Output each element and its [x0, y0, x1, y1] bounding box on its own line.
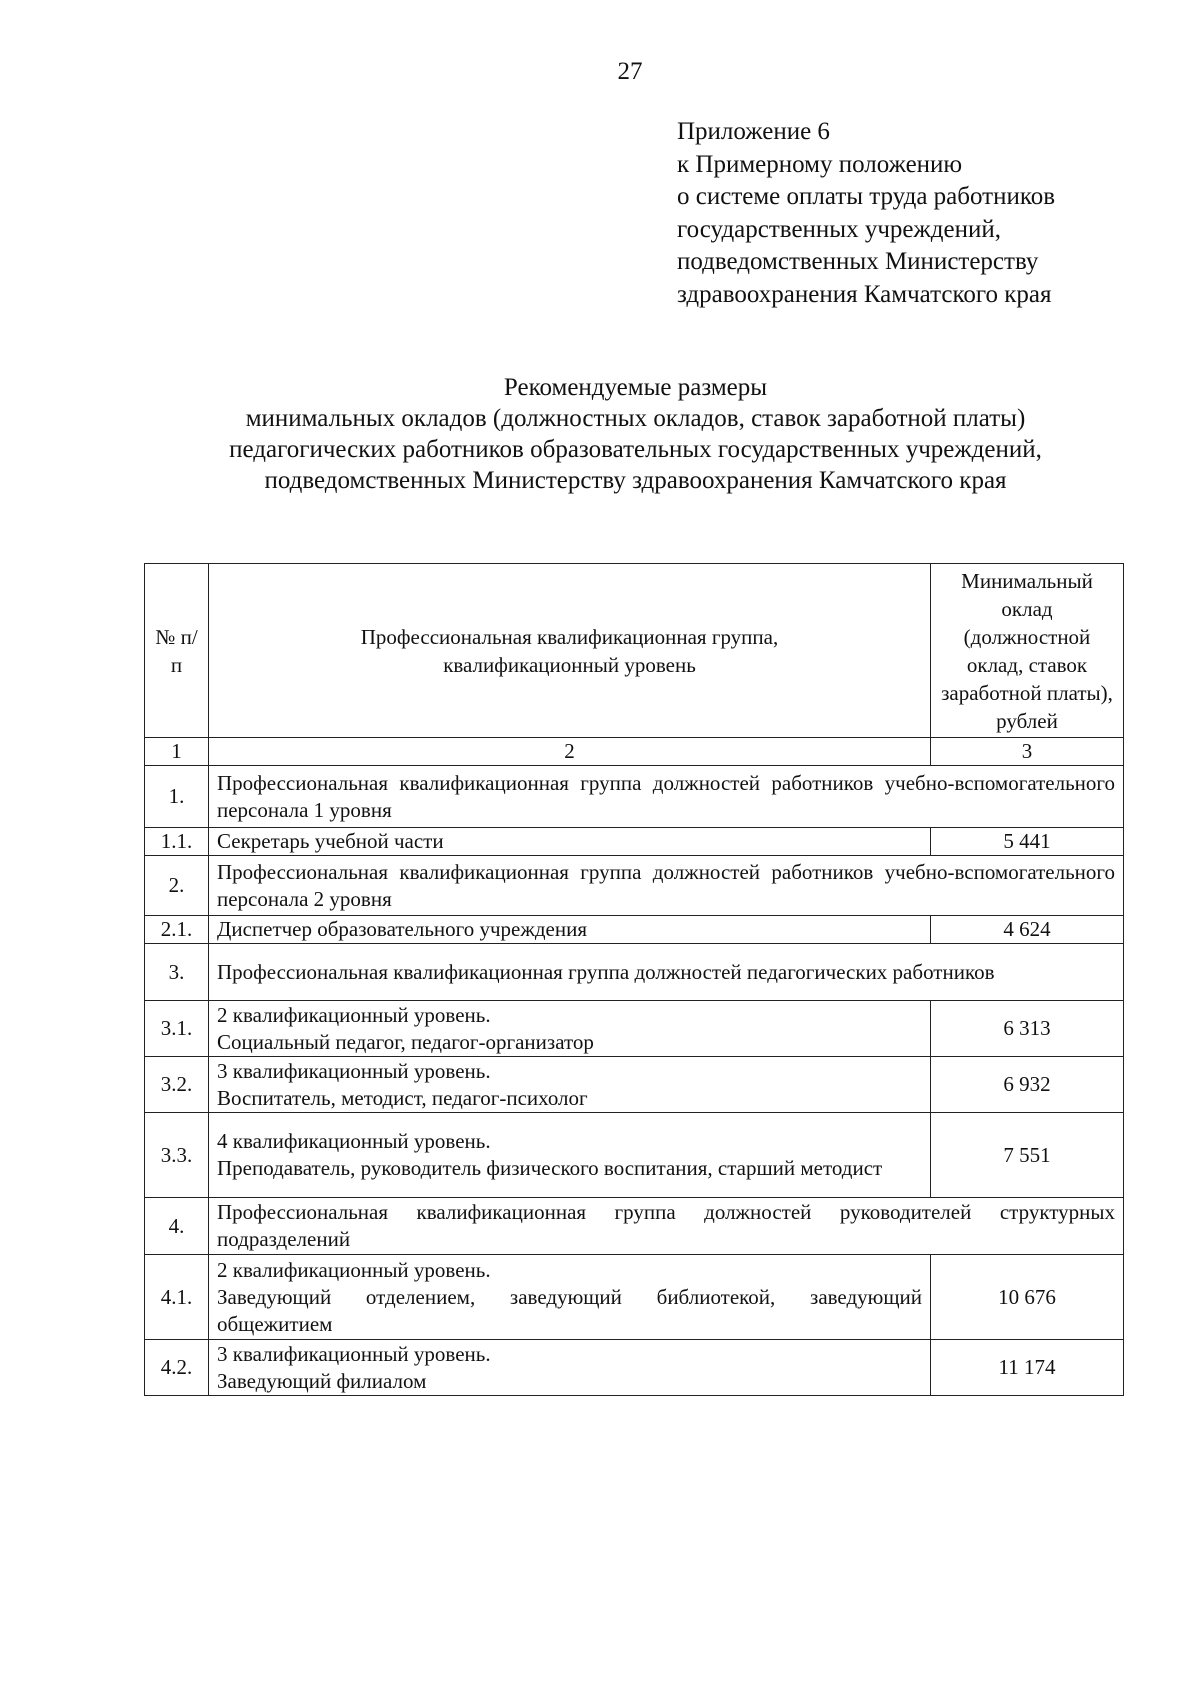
salary-amount: 5 441 [931, 828, 1124, 856]
table-row [145, 1057, 1124, 1113]
appendix-block [677, 116, 1055, 311]
group-title: Профессиональная квалификационная группа должностей работников учебно-вспомогательного персонала 2 уровня [209, 856, 1124, 916]
qualification-level: 2 квалификационный уровень. [217, 1257, 491, 1282]
row-number: 3.1. [145, 1001, 209, 1057]
group-title: Профессиональная квалификационная группа должностей педагогических работников [209, 944, 1124, 1001]
table-row [145, 1255, 1124, 1340]
row-number: 4. [145, 1198, 209, 1255]
appendix-line: к Примерному положению [677, 150, 963, 178]
table-row [145, 856, 1124, 916]
qualification-level: 3 квалификационный уровень. [217, 1341, 491, 1366]
page-number: 27 [617, 58, 643, 85]
column-index-row [145, 738, 1124, 766]
qualification-level: 3 квалификационный уровень. [217, 1058, 491, 1083]
salary-amount: 7 551 [931, 1113, 1124, 1198]
title-line: педагогических работников образовательных государственных учреждений, [229, 436, 1042, 463]
title-line: подведомственных Министерству здравоохранения Камчатского края [264, 467, 1007, 494]
salary-amount: 10 676 [931, 1255, 1124, 1340]
appendix-line: о системе оплаты труда работников [677, 183, 1056, 210]
column-index: 1 [145, 738, 209, 766]
salary-amount: 4 624 [931, 916, 1124, 944]
table-row [145, 766, 1124, 828]
position-cell [209, 1001, 931, 1057]
table-row [145, 1001, 1124, 1057]
table-header-row [145, 564, 1124, 738]
row-number: 4.2. [145, 1340, 209, 1396]
appendix-line: подведомственных Министерству [677, 248, 1039, 275]
row-number: 4.1. [145, 1255, 209, 1340]
appendix-line: государственных учреждений, [677, 215, 1001, 243]
column-index: 2 [209, 738, 931, 766]
position-name: Заведующий филиалом [217, 1368, 427, 1393]
table-row [145, 916, 1124, 944]
position-cell [209, 1113, 931, 1198]
row-number: 3.3. [145, 1113, 209, 1198]
qualification-level: 2 квалификационный уровень. [217, 1002, 491, 1027]
appendix-line: Приложение 6 [677, 118, 830, 145]
salary-amount: 6 932 [931, 1057, 1124, 1113]
row-number: 2. [145, 856, 209, 916]
table-row [145, 1113, 1124, 1198]
position-name: Преподаватель, руководитель физического воспитания, старший методист [217, 1156, 883, 1180]
table-row [145, 944, 1124, 1001]
title-line: минимальных окладов (должностных окладов, ставок заработной платы) [245, 405, 1026, 432]
header-num: № п/п [145, 564, 209, 738]
position-cell [209, 1340, 931, 1396]
table-row [145, 1198, 1124, 1255]
row-number: 2.1. [145, 916, 209, 944]
table-row [145, 828, 1124, 856]
position-name: Секретарь учебной части [209, 828, 931, 856]
position-cell [209, 1255, 931, 1340]
row-number: 3.2. [145, 1057, 209, 1113]
appendix-line: здравоохранения Камчатского края [677, 280, 1052, 308]
position-name: Заведующий отделением, заведующий библиотекой, заведующий общежитием [217, 1284, 922, 1336]
position-name: Социальный педагог, педагог-организатор [217, 1029, 594, 1054]
title-line: Рекомендуемые размеры [503, 374, 768, 401]
header-group: Профессиональная квалификационная группа, квалификационный уровень [209, 564, 931, 738]
position-cell [209, 1057, 931, 1113]
row-number: 1.1. [145, 828, 209, 856]
group-title: Профессиональная квалификационная группа должностей руководителей структурных подразделений [209, 1198, 1124, 1255]
column-index: 3 [931, 738, 1124, 766]
position-name: Воспитатель, методист, педагог-психолог [217, 1085, 588, 1110]
qualification-level: 4 квалификационный уровень. [217, 1129, 491, 1153]
row-number: 3. [145, 944, 209, 1001]
table-row [145, 1340, 1124, 1396]
row-number: 1. [145, 766, 209, 828]
header-amount: Минимальный оклад (должностной оклад, ставок заработной платы), рублей [931, 564, 1124, 738]
salary-amount: 6 313 [931, 1001, 1124, 1057]
document-title [0, 372, 1200, 496]
salary-amount: 11 174 [931, 1340, 1124, 1396]
group-title: Профессиональная квалификационная группа должностей работников учебно-вспомогательного персонала 1 уровня [209, 766, 1124, 828]
salary-table [144, 563, 1124, 1396]
position-name: Диспетчер образовательного учреждения [209, 916, 931, 944]
